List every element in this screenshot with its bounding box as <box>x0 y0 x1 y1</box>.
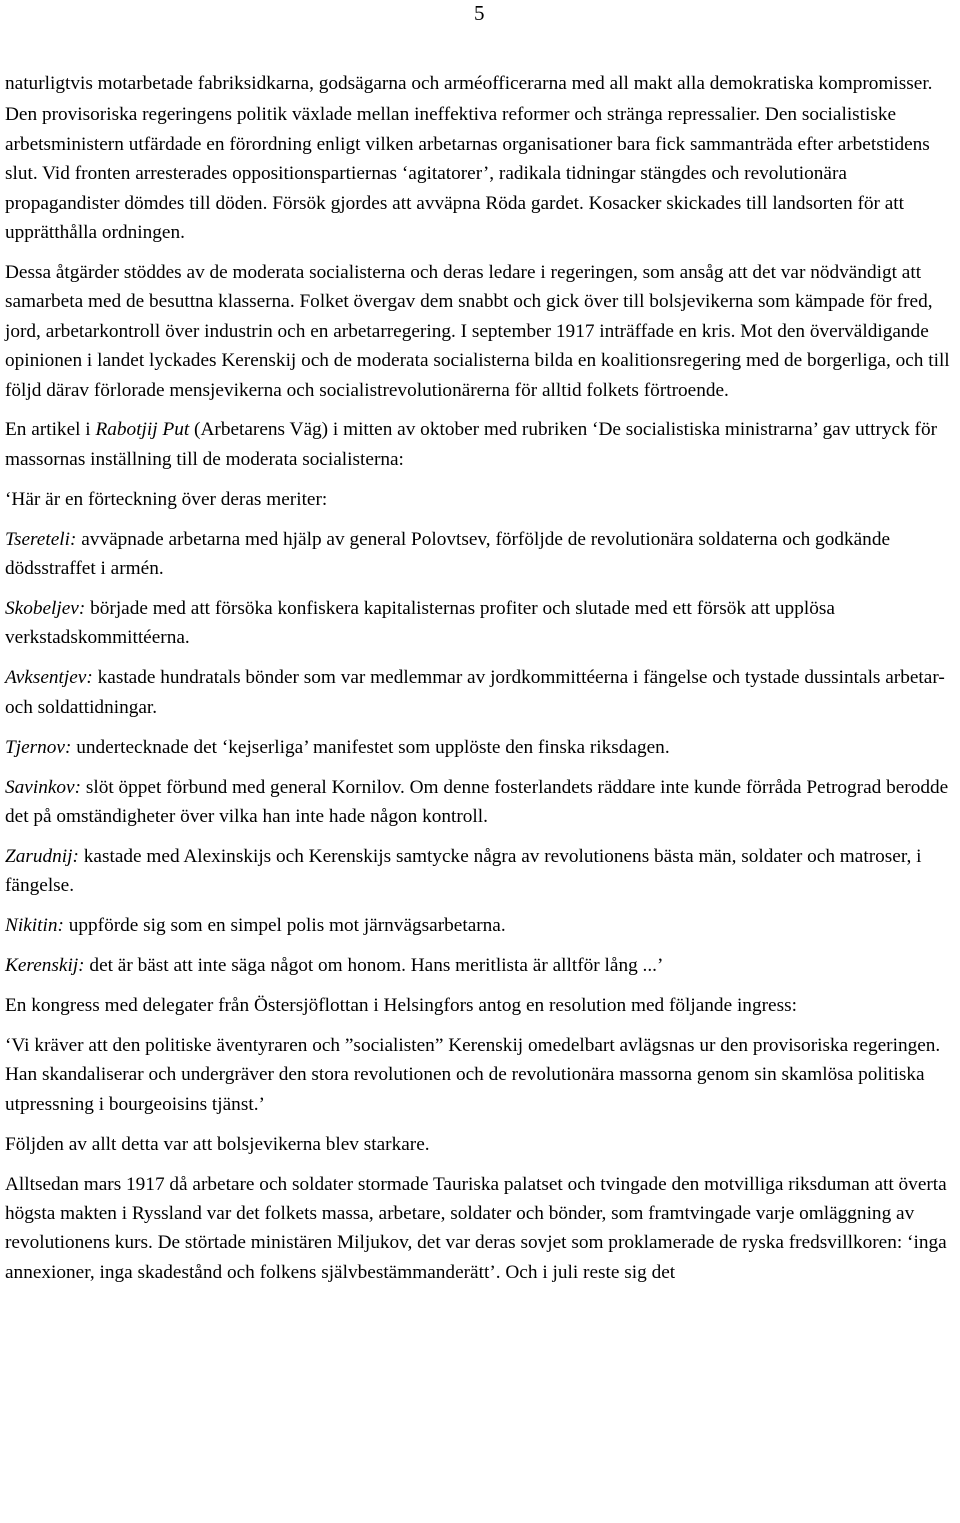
minister-kerenskij <box>5 951 957 980</box>
minister-text: kastade hundratals bönder som var medlemmar av jordkommittéerna i fängelse och tystade dussintals arbetar- och soldattidningar. <box>5 667 945 718</box>
minister-text: kastade med Alexinskijs och Kerenskijs samtycke några av revolutionens bästa män, soldater och matroser, i fängelse. <box>5 845 922 897</box>
minister-name: Kerenskij: <box>5 955 85 977</box>
minister-name: Zarudnij: <box>5 845 79 867</box>
paragraph-5: ‘Här är en förteckning över deras meriter: <box>5 488 328 510</box>
minister-name: Tjernov: <box>5 736 72 758</box>
minister-text: slöt öppet förbund med general Kornilov. Om denne fosterlandets räddare inte kunde förråda Petrograd berodde det på omständigheter över vilka han inte hade någon kontroll. <box>5 776 949 827</box>
page-number: 5 <box>474 1 485 25</box>
minister-text: avväpnade arbetarna med hjälp av general Polovtsev, förföljde de revolutionära soldaterna och godkände dödsstraffet i armén. <box>5 528 891 580</box>
paragraph-2: Den provisoriska regeringens politik växlade mellan ineffektiva reformer och stränga repressalier. Den socialistiske arbetsministern utfärdade en förordning enligt vilken arbetarnas organisationer bara fick sammanträda efter arbetstidens slut. Vid fronten arresterades oppositionspartiernas ‘agitatorer’, radikala tidningar stängdes och revolutionära propagandister dömdes till döden. Försök gjordes att avväpna Röda gardet. Kosacker skickades till landsorten för att upprätthålla ordningen. <box>5 104 930 244</box>
paragraph-3: Dessa åtgärder stöddes av de moderata socialisterna och deras ledare i regeringen, som ansåg att det var nödvändigt att samarbeta med de besuttna klasserna. Folket övergav dem snabbt och gick över till bolsjevikerna som kämpade för fred, jord, arbetarkontroll över industrin och en arbetarregering. I september 1917 inträffade en kris. Mot den överväldigande opinionen i landet lyckades Kerenskij och de moderata socialisterna bilda en koalitionsregering med de borgerliga, och till följd därav förlorade mensjevikerna och socialistrevolutionärerna för alltid folkets förtroende. <box>5 261 950 401</box>
minister-tjernov <box>5 733 957 762</box>
minister-nikitin <box>5 911 957 940</box>
minister-name: Nikitin: <box>5 915 64 937</box>
document-body <box>5 69 957 1298</box>
minister-text: uppförde sig som en simpel polis mot järnvägsarbetarna. <box>63 915 506 937</box>
paragraph-consequence: Följden av allt detta var att bolsjevikerna blev starkare. <box>5 1133 430 1155</box>
paragraph-1: naturligtvis motarbetade fabriksidkarna, godsägarna och arméofficerarna med all makt alla demokratiska kompromisser. <box>5 73 933 94</box>
minister-text: det är bäst att inte säga något om honom. Hans meritlista är alltför lång ...’ <box>84 955 664 977</box>
paragraph-resolution-quote: ‘Vi kräver att den politiske äventyraren och ”socialisten” Kerenskij omedelbart avlägsnas ur den provisoriska regeringen. Han skandaliserar och undergräver den stora revolutionen och de revolutionära massorna genom sin skamlösa politiska utpressning i bourgeoisins tjänst.’ <box>5 1034 941 1115</box>
newspaper-title: Rabotjij Put <box>95 419 190 441</box>
minister-zarudnij <box>5 842 957 901</box>
minister-name: Savinkov: <box>5 776 82 798</box>
paragraph-4-before: En artikel i <box>5 419 96 441</box>
minister-avksentjev <box>5 663 957 722</box>
minister-tsereteli <box>5 525 957 584</box>
minister-text: började med att försöka konfiskera kapitalisternas profiter och slutade med ett försök att upplösa verkstadskommittéerna. <box>5 598 835 649</box>
minister-name: Skobeljev: <box>5 598 86 619</box>
paragraph-4 <box>5 415 957 474</box>
minister-name: Tsereteli: <box>5 528 77 550</box>
minister-savinkov <box>5 773 957 832</box>
minister-text: undertecknade det ‘kejserliga’ manifestet som upplöste den finska riksdagen. <box>71 736 670 758</box>
minister-skobeljev <box>5 594 957 653</box>
paragraph-congress: En kongress med delegater från Östersjöflottan i Helsingfors antog en resolution med följande ingress: <box>5 994 797 1016</box>
minister-name: Avksentjev: <box>5 667 93 689</box>
paragraph-since-march: Alltsedan mars 1917 då arbetare och soldater stormade Tauriska palatset och tvingade den motvilliga riksduman att överta högsta makten i Ryssland var det folkets massa, arbetare, soldater och bönder, som framtvingade varje omläggning av revolutionens kurs. De störtade ministären Miljukov, det var deras sovjet som proklamerade de ryska fredsvillkoren: ‘inga annexioner, inga skadestånd och folkens självbestämmanderätt’. Och i juli reste sig det <box>5 1173 947 1283</box>
paragraph-4-after: (Arbetarens Väg) i mitten av oktober med rubriken ‘De socialistiska ministrarna’ gav uttryck för massornas inställning till de moderata socialisterna: <box>5 419 938 470</box>
